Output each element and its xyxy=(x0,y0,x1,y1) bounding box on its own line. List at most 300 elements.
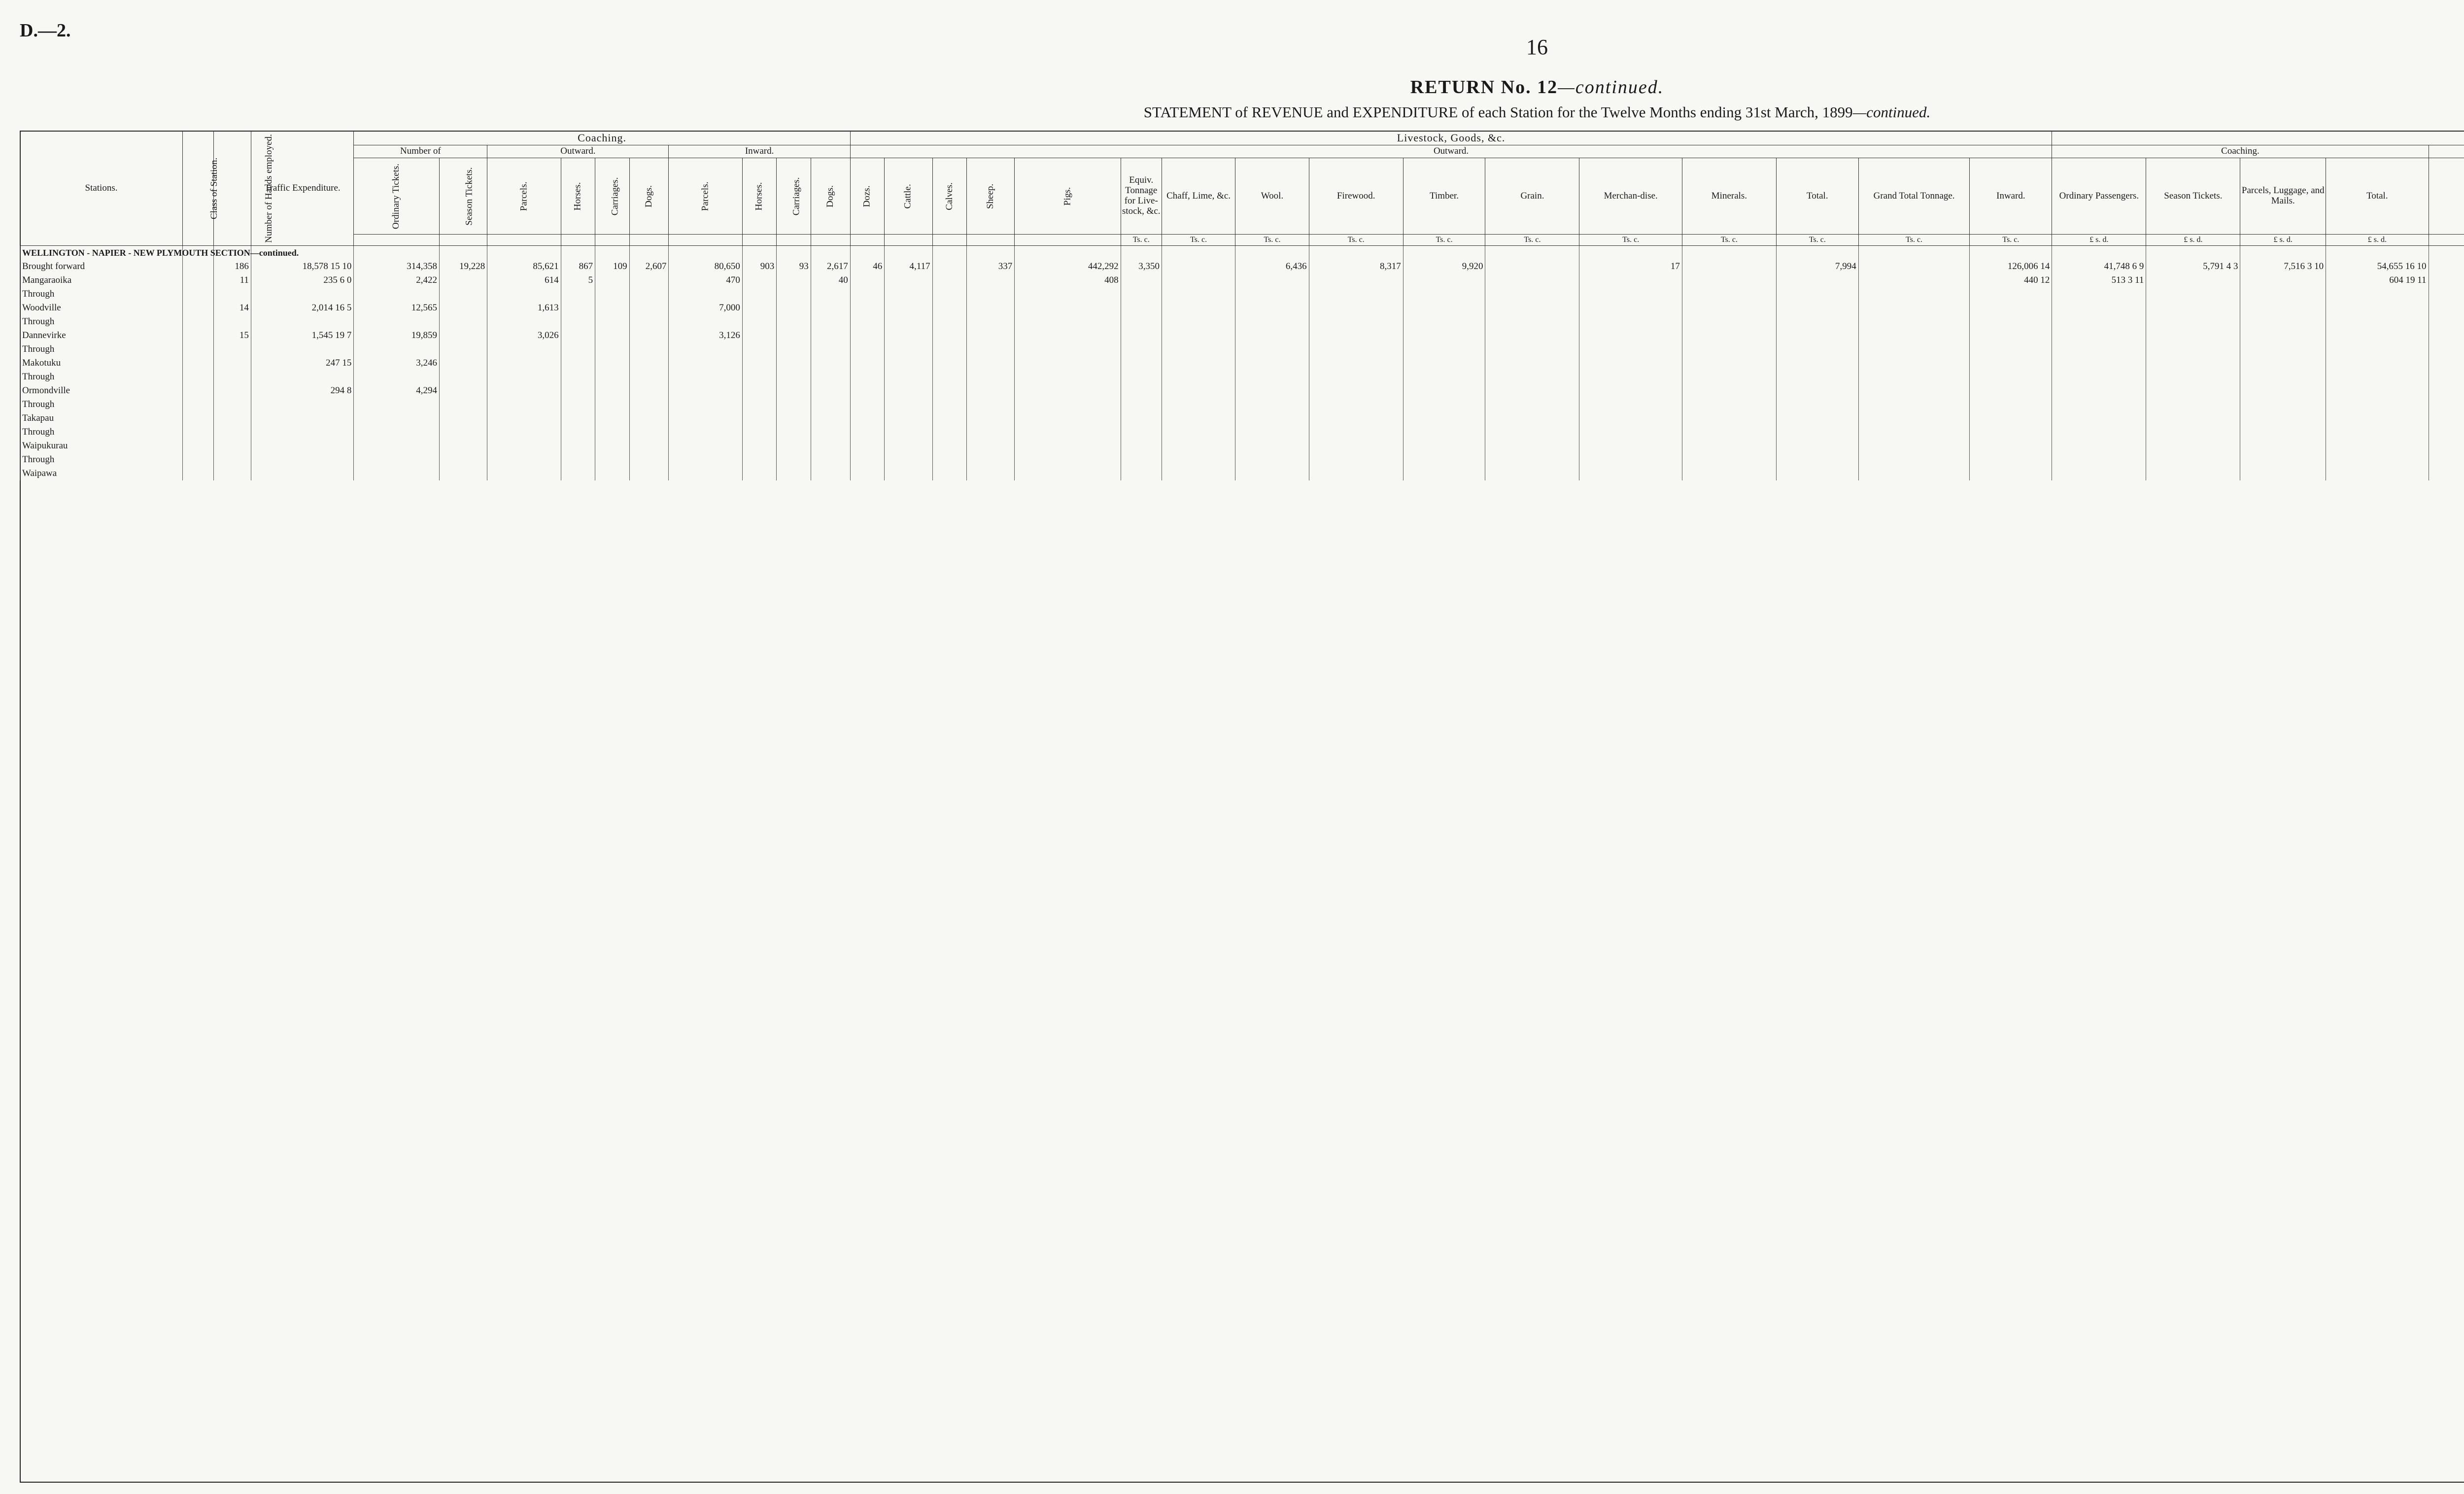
cell-o-dog xyxy=(629,453,669,467)
cell-i-car xyxy=(777,439,811,453)
group-goods-outward: Outward. xyxy=(850,145,2052,158)
cell-c7 xyxy=(1162,301,1235,315)
units-cell xyxy=(595,235,629,246)
col-firewood: Firewood. xyxy=(1309,158,1403,235)
cell-ord xyxy=(354,315,440,329)
cell-c15 xyxy=(1858,301,1970,315)
units-cell: Ts. c. xyxy=(1162,235,1235,246)
units-cell: Ts. c. xyxy=(1682,235,1776,246)
units-cell: Ts. c. xyxy=(1970,235,2052,246)
col-in-horses-label: Horses. xyxy=(753,182,764,210)
cell-o-par xyxy=(487,370,561,384)
cell-c4 xyxy=(966,425,1014,439)
cell-r5 xyxy=(2429,370,2464,384)
cell-r2 xyxy=(2146,384,2240,398)
cell-i-hor xyxy=(742,370,776,384)
cell-exp xyxy=(251,425,353,439)
cell-c10 xyxy=(1403,411,1485,425)
cell-r2 xyxy=(2146,315,2240,329)
cell-c11 xyxy=(1485,398,1579,411)
cell-c5 xyxy=(1015,342,1121,356)
cell-o-hor xyxy=(561,287,595,301)
cell-c8 xyxy=(1235,398,1309,411)
cell-i-par xyxy=(669,453,742,467)
cell-r5 xyxy=(2429,453,2464,467)
empty-cell xyxy=(1015,246,1121,260)
cell-c5 xyxy=(1015,287,1121,301)
cell-c10: 9,920 xyxy=(1403,260,1485,273)
cell-i-par xyxy=(669,356,742,370)
cell-c11 xyxy=(1485,273,1579,287)
table-row xyxy=(20,439,2464,453)
group-coaching-inward: Inward. xyxy=(669,145,850,158)
cell-c9 xyxy=(1309,439,1403,453)
cell-r3 xyxy=(2240,398,2326,411)
group-livestock-goods: Livestock, Goods, &c. xyxy=(850,131,2052,145)
cell-c15 xyxy=(1858,356,1970,370)
cell-i-car xyxy=(777,287,811,301)
cell-i-dog: 40 xyxy=(811,273,850,287)
cell-r2 xyxy=(2146,301,2240,315)
cell-c8 xyxy=(1235,370,1309,384)
cell-r3 xyxy=(2240,453,2326,467)
cell-c3 xyxy=(932,411,966,425)
cell-r4 xyxy=(2326,425,2429,439)
cell-station: Ormondville xyxy=(20,384,183,398)
cell-r2 xyxy=(2146,329,2240,342)
cell-season xyxy=(440,329,487,342)
cell-c1 xyxy=(850,287,884,301)
cell-r3 xyxy=(2240,370,2326,384)
cell-i-par: 80,650 xyxy=(669,260,742,273)
units-cell xyxy=(1015,235,1121,246)
empty-cell xyxy=(2052,246,2146,260)
cell-i-hor xyxy=(742,315,776,329)
col-class xyxy=(183,131,220,246)
cell-c9 xyxy=(1309,342,1403,356)
cell-c5 xyxy=(1015,356,1121,370)
empty-cell xyxy=(932,246,966,260)
cell-c14 xyxy=(1776,329,1858,342)
cell-c7 xyxy=(1162,273,1235,287)
col-cattle-label: Cattle. xyxy=(902,184,913,209)
cell-c16 xyxy=(1970,384,2052,398)
cell-ord xyxy=(354,453,440,467)
cell-c8 xyxy=(1235,453,1309,467)
cell-i-par xyxy=(669,342,742,356)
col-out-dogs-label: Dogs. xyxy=(643,185,654,207)
cell-c4: 337 xyxy=(966,260,1014,273)
col-equiv-tonnage: Equiv. Tonnage for Live-stock, &c. xyxy=(1121,158,1162,235)
cell-o-car xyxy=(595,411,629,425)
col-minerals: Minerals. xyxy=(1682,158,1776,235)
cell-ord: 19,859 xyxy=(354,329,440,342)
cell-c6 xyxy=(1121,425,1162,439)
cell-c9 xyxy=(1309,356,1403,370)
cell-r4 xyxy=(2326,467,2429,480)
cell-season xyxy=(440,384,487,398)
group-coaching-outward: Outward. xyxy=(487,145,669,158)
cell-c4 xyxy=(966,301,1014,315)
cell-c12 xyxy=(1579,315,1682,329)
cell-staff: 186 xyxy=(213,260,251,273)
cell-c2 xyxy=(885,342,932,356)
cell-c7 xyxy=(1162,453,1235,467)
cell-i-par xyxy=(669,411,742,425)
cell-station: Waipawa xyxy=(20,467,183,480)
cell-ord xyxy=(354,342,440,356)
units-cell: Ts. c. xyxy=(1858,235,1970,246)
empty-cell xyxy=(1121,246,1162,260)
cell-r2 xyxy=(2146,425,2240,439)
col-out-horses-label: Horses. xyxy=(572,182,583,210)
cell-o-dog xyxy=(629,329,669,342)
col-in-dogs-label: Dogs. xyxy=(824,185,835,207)
cell-r2 xyxy=(2146,273,2240,287)
cell-o-dog xyxy=(629,315,669,329)
cell-i-hor xyxy=(742,301,776,315)
cell-c12 xyxy=(1579,453,1682,467)
cell-c1 xyxy=(850,467,884,480)
table-row xyxy=(20,315,2464,329)
cell-o-hor xyxy=(561,301,595,315)
cell-o-hor xyxy=(561,398,595,411)
cell-c15 xyxy=(1858,398,1970,411)
cell-i-dog xyxy=(811,342,850,356)
cell-o-dog xyxy=(629,356,669,370)
cell-r1 xyxy=(2052,329,2146,342)
cell-o-par: 614 xyxy=(487,273,561,287)
cell-c15 xyxy=(1858,260,1970,273)
cell-i-par xyxy=(669,467,742,480)
units-cell: Ts. c. xyxy=(1403,235,1485,246)
cell-i-hor xyxy=(742,287,776,301)
cell-c6 xyxy=(1121,356,1162,370)
cell-c4 xyxy=(966,287,1014,301)
cell-c14 xyxy=(1776,398,1858,411)
cell-c2 xyxy=(885,273,932,287)
cell-c9 xyxy=(1309,273,1403,287)
cell-o-car xyxy=(595,315,629,329)
cell-o-par xyxy=(487,356,561,370)
cell-exp xyxy=(251,370,353,384)
cell-i-car xyxy=(777,329,811,342)
cell-cls xyxy=(183,329,214,342)
cell-r3 xyxy=(2240,329,2326,342)
cell-c3 xyxy=(932,398,966,411)
cell-c2 xyxy=(885,370,932,384)
cell-i-car xyxy=(777,356,811,370)
col-chaff: Chaff, Lime, &c. xyxy=(1162,158,1235,235)
cell-c1 xyxy=(850,273,884,287)
col-pigs xyxy=(1015,158,1121,235)
units-cell xyxy=(629,235,669,246)
table-row xyxy=(20,411,2464,425)
statement-title-main: STATEMENT of REVENUE and EXPENDITURE of each Station for the Twelve Months ending 31st March, 1899 xyxy=(1143,103,1853,121)
cell-station: Through xyxy=(20,287,183,301)
cell-c6: 3,350 xyxy=(1121,260,1162,273)
cell-r4 xyxy=(2326,370,2429,384)
cell-c12 xyxy=(1579,273,1682,287)
col-dozs xyxy=(850,158,884,235)
cell-o-par xyxy=(487,342,561,356)
empty-cell xyxy=(777,246,811,260)
cell-exp: 1,545 19 7 xyxy=(251,329,353,342)
col-ordinary-tickets xyxy=(354,158,440,235)
cell-i-dog xyxy=(811,453,850,467)
units-cell xyxy=(669,235,742,246)
cell-cls xyxy=(183,411,214,425)
cell-ord: 3,246 xyxy=(354,356,440,370)
col-in-carriages xyxy=(777,158,811,235)
cell-c10 xyxy=(1403,315,1485,329)
cell-staff: 15 xyxy=(213,329,251,342)
cell-c6 xyxy=(1121,384,1162,398)
cell-c10 xyxy=(1403,425,1485,439)
cell-i-dog xyxy=(811,356,850,370)
cell-c6 xyxy=(1121,453,1162,467)
cell-i-hor: 903 xyxy=(742,260,776,273)
cell-c12 xyxy=(1579,411,1682,425)
cell-c10 xyxy=(1403,342,1485,356)
doc-reference: D.—2. xyxy=(20,20,71,41)
cell-c9 xyxy=(1309,315,1403,329)
cell-c8: 6,436 xyxy=(1235,260,1309,273)
empty-cell xyxy=(1403,246,1485,260)
cell-o-dog xyxy=(629,398,669,411)
units-cell xyxy=(932,235,966,246)
units-cell xyxy=(487,235,561,246)
cell-o-car xyxy=(595,425,629,439)
cell-c14 xyxy=(1776,411,1858,425)
col-in-dogs xyxy=(811,158,850,235)
cell-c8 xyxy=(1235,384,1309,398)
col-out-carriages xyxy=(595,158,629,235)
cell-o-car xyxy=(595,356,629,370)
cell-exp xyxy=(251,342,353,356)
cell-c14 xyxy=(1776,356,1858,370)
section-title: WELLINGTON - NAPIER - NEW PLYMOUTH SECTION—continued. xyxy=(20,246,183,260)
col-staff-label: Number of Hands employed. xyxy=(263,134,274,243)
cell-staff xyxy=(213,315,251,329)
cell-c13 xyxy=(1682,384,1776,398)
cell-c7 xyxy=(1162,342,1235,356)
cell-station: Brought forward xyxy=(20,260,183,273)
cell-c5 xyxy=(1015,411,1121,425)
cell-r1 xyxy=(2052,301,2146,315)
cell-c16 xyxy=(1970,301,2052,315)
cell-i-hor xyxy=(742,273,776,287)
cell-o-dog xyxy=(629,370,669,384)
cell-r2 xyxy=(2146,398,2240,411)
cell-c1 xyxy=(850,425,884,439)
cell-o-dog xyxy=(629,425,669,439)
cell-c2 xyxy=(885,467,932,480)
cell-c6 xyxy=(1121,398,1162,411)
col-calves xyxy=(932,158,966,235)
empty-cell xyxy=(354,246,440,260)
cell-station: Mangaraoika xyxy=(20,273,183,287)
cell-c10 xyxy=(1403,329,1485,342)
cell-c5 xyxy=(1015,370,1121,384)
cell-c13 xyxy=(1682,301,1776,315)
cell-c14 xyxy=(1776,370,1858,384)
cell-c9 xyxy=(1309,453,1403,467)
cell-station: Makotuku xyxy=(20,356,183,370)
cell-r1: 41,748 6 9 xyxy=(2052,260,2146,273)
cell-i-par: 3,126 xyxy=(669,329,742,342)
cell-c4 xyxy=(966,411,1014,425)
table-row xyxy=(20,384,2464,398)
empty-cell xyxy=(885,246,932,260)
cell-r5 xyxy=(2429,315,2464,329)
cell-c3 xyxy=(932,370,966,384)
cell-c6 xyxy=(1121,315,1162,329)
cell-o-car xyxy=(595,287,629,301)
cell-r3 xyxy=(2240,301,2326,315)
cell-c13 xyxy=(1682,370,1776,384)
cell-cls xyxy=(183,273,214,287)
cell-c7 xyxy=(1162,439,1235,453)
cell-r3: 7,516 3 10 xyxy=(2240,260,2326,273)
cell-c14 xyxy=(1776,342,1858,356)
cell-r5 xyxy=(2429,260,2464,273)
cell-c7 xyxy=(1162,287,1235,301)
cell-r2 xyxy=(2146,439,2240,453)
cell-o-dog xyxy=(629,384,669,398)
empty-cell xyxy=(850,246,884,260)
cell-c15 xyxy=(1858,453,1970,467)
cell-c5 xyxy=(1015,329,1121,342)
cell-ord xyxy=(354,398,440,411)
cell-i-par xyxy=(669,439,742,453)
cell-c16: 126,006 14 xyxy=(1970,260,2052,273)
cell-c10 xyxy=(1403,398,1485,411)
empty-cell xyxy=(966,246,1014,260)
cell-c16 xyxy=(1970,453,2052,467)
cell-c4 xyxy=(966,467,1014,480)
cell-c3 xyxy=(932,467,966,480)
cell-i-car xyxy=(777,342,811,356)
cell-exp xyxy=(251,315,353,329)
cell-i-car xyxy=(777,370,811,384)
cell-c10 xyxy=(1403,370,1485,384)
cell-r3 xyxy=(2240,315,2326,329)
empty-cell xyxy=(2429,246,2464,260)
cell-r5 xyxy=(2429,329,2464,342)
units-cell: Ts. c. xyxy=(1485,235,1579,246)
group-number-of: Number of xyxy=(354,145,487,158)
cell-c4 xyxy=(966,315,1014,329)
section-header-row xyxy=(20,246,2464,260)
cell-staff xyxy=(213,356,251,370)
cell-exp xyxy=(251,287,353,301)
page-number: 16 xyxy=(1526,35,1548,59)
return-title xyxy=(0,76,2464,98)
cell-o-dog xyxy=(629,287,669,301)
statement-title-suffix: —continued. xyxy=(1852,103,1931,121)
cell-c8 xyxy=(1235,301,1309,315)
cell-o-car xyxy=(595,273,629,287)
cell-c5 xyxy=(1015,467,1121,480)
empty-cell xyxy=(1970,246,2052,260)
cell-o-dog xyxy=(629,273,669,287)
cell-ord: 12,565 xyxy=(354,301,440,315)
cell-season xyxy=(440,356,487,370)
cell-r5 xyxy=(2429,439,2464,453)
cell-c11 xyxy=(1485,467,1579,480)
cell-r2 xyxy=(2146,453,2240,467)
cell-c6 xyxy=(1121,439,1162,453)
cell-i-par: 7,000 xyxy=(669,301,742,315)
cell-r1 xyxy=(2052,356,2146,370)
cell-r5 xyxy=(2429,398,2464,411)
cell-c6 xyxy=(1121,329,1162,342)
cell-o-hor xyxy=(561,370,595,384)
cell-r5 xyxy=(2429,342,2464,356)
cell-cls xyxy=(183,425,214,439)
cell-c14 xyxy=(1776,315,1858,329)
cell-exp xyxy=(251,467,353,480)
cell-c10 xyxy=(1403,287,1485,301)
cell-o-par xyxy=(487,467,561,480)
col-goods-total: Total. xyxy=(1776,158,1858,235)
cell-c15 xyxy=(1858,273,1970,287)
cell-r3 xyxy=(2240,384,2326,398)
cell-i-hor xyxy=(742,356,776,370)
units-cell xyxy=(885,235,932,246)
cell-c7 xyxy=(1162,370,1235,384)
cell-c5 xyxy=(1015,384,1121,398)
cell-r1 xyxy=(2052,370,2146,384)
cell-station: Through xyxy=(20,315,183,329)
cell-c11 xyxy=(1485,370,1579,384)
cell-c4 xyxy=(966,329,1014,342)
cell-r2 xyxy=(2146,411,2240,425)
cell-o-hor xyxy=(561,425,595,439)
empty-cell xyxy=(811,246,850,260)
cell-ord xyxy=(354,287,440,301)
cell-c4 xyxy=(966,342,1014,356)
cell-ord xyxy=(354,425,440,439)
col-season-tickets-revenue: Season Tickets. xyxy=(2146,158,2240,235)
cell-c2 xyxy=(885,411,932,425)
table-row xyxy=(20,342,2464,356)
units-cell: £ s. d. xyxy=(2326,235,2429,246)
cell-i-dog xyxy=(811,384,850,398)
cell-i-hor xyxy=(742,425,776,439)
cell-c3 xyxy=(932,287,966,301)
cell-staff xyxy=(213,287,251,301)
empty-cell xyxy=(629,246,669,260)
cell-cls xyxy=(183,370,214,384)
cell-c16: 440 12 xyxy=(1970,273,2052,287)
cell-i-hor xyxy=(742,411,776,425)
cell-o-car xyxy=(595,467,629,480)
cell-c12 xyxy=(1579,467,1682,480)
empty-cell xyxy=(1579,246,1682,260)
cell-c16 xyxy=(1970,315,2052,329)
cell-o-par xyxy=(487,315,561,329)
col-pigs-label: Pigs. xyxy=(1061,187,1072,205)
cell-i-hor xyxy=(742,453,776,467)
cell-station: Through xyxy=(20,370,183,384)
cell-r5 xyxy=(2429,287,2464,301)
col-out-horses xyxy=(561,158,595,235)
cell-cls xyxy=(183,287,214,301)
table-row xyxy=(20,467,2464,480)
units-cell: Ts. c. xyxy=(1309,235,1403,246)
